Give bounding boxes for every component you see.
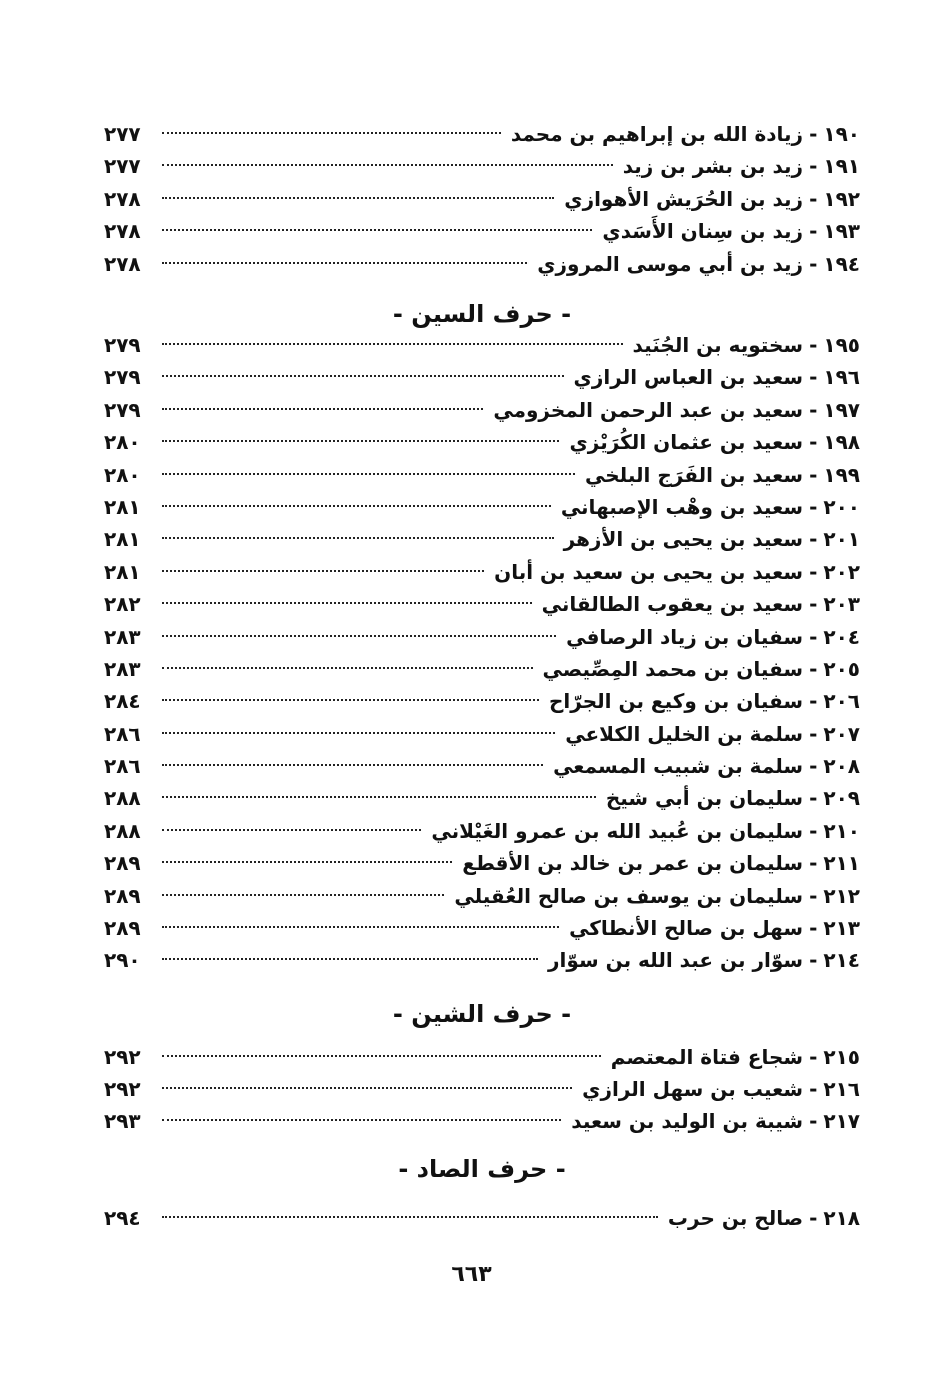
entry-page: ٢٨٣: [104, 624, 141, 649]
entry-number: ٢٠٥: [823, 656, 860, 681]
dot-leader: [162, 229, 592, 231]
dot-leader: [162, 602, 532, 604]
entry-name: سوّار بن عبد الله بن سوّار: [548, 948, 804, 973]
entry-page: ٢٧٨: [104, 251, 141, 276]
entry-number: ١٩٥: [823, 333, 860, 357]
entry-number: ٢٠٠: [823, 494, 860, 519]
entry-page: ٢٩٢: [104, 1077, 141, 1101]
entry-name: شجاع فتاة المعتصم: [610, 1045, 804, 1069]
dot-leader: [162, 667, 533, 669]
entry-page: ٢٨٠: [104, 430, 141, 455]
entry-name: سليمان بن عُبيد الله بن عمرو الغَيْلاني: [431, 818, 804, 843]
entry-number: ١٩٩: [823, 462, 860, 487]
section-heading-sheen: - حرف الشين -: [392, 1000, 572, 1028]
entry-name: زيادة الله بن إبراهيم بن محمد: [510, 122, 804, 146]
toc-entry: ١٩٣ - زيد بن سِنان الأَسَدي ٢٧٨: [104, 215, 860, 247]
entry-number: ٢١٨: [823, 1206, 860, 1230]
entry-name: سعيد بن وهْب الإصبهاني: [560, 494, 804, 519]
toc-entry: ٢١١ - سليمان بن عمر بن خالد بن الأقطع ٢٨٩: [104, 847, 860, 879]
entry-page: ٢٨٠: [104, 462, 141, 487]
toc-entry: ١٩٥ - سختويه بن الجُنَيد ٢٧٩: [104, 329, 860, 361]
entry-number: ١٩٢: [823, 186, 860, 211]
entry-page: ٢٧٩: [104, 365, 141, 390]
entry-page: ٢٨١: [104, 559, 141, 584]
dot-leader: [162, 132, 501, 134]
toc-entry: ٢١٤ - سوّار بن عبد الله بن سوّار ٢٩٠: [104, 944, 860, 976]
dot-leader: [162, 164, 613, 166]
toc-entry: ١٩٤ - زيد بن أبي موسى المروزي ٢٧٨: [104, 248, 860, 280]
toc-entry: ٢١٨ - صالح بن حرب ٢٩٤: [104, 1202, 860, 1234]
toc-block-zay: [104, 118, 860, 280]
dot-leader: [162, 262, 527, 264]
toc-entry: ٢١٦ - شعيب بن سهل الرازي ٢٩٢: [104, 1073, 860, 1105]
toc-entry: ١٩٧ - سعيد بن عبد الرحمن المخزومي ٢٧٩: [104, 394, 860, 426]
entry-name: سفيان بن زياد الرصافي: [566, 624, 804, 649]
entry-page: ٢٩٣: [104, 1109, 141, 1133]
entry-name: سلمة بن شبيب المسمعي: [553, 754, 804, 779]
entry-page: ٢٧٧: [104, 122, 141, 146]
entry-number: ٢٠١: [823, 527, 860, 552]
dot-leader: [162, 505, 551, 507]
entry-number: ١٩١: [823, 154, 860, 179]
entry-number: ٢٠٢: [823, 559, 860, 584]
dot-leader: [162, 926, 559, 928]
toc-entry: ١٩٠ - زيادة الله بن إبراهيم بن محمد ٢٧٧: [104, 118, 860, 150]
entry-name: سهل بن صالح الأنطاكي: [569, 916, 804, 941]
entry-name: صالح بن حرب: [667, 1206, 804, 1230]
dot-leader: [162, 894, 444, 896]
entry-name: سليمان بن يوسف بن صالح العُقيلي: [454, 883, 804, 908]
entry-number: ١٩٦: [823, 365, 860, 390]
dot-leader: [162, 473, 575, 475]
entry-number: ٢١٥: [823, 1045, 860, 1069]
dot-leader: [162, 408, 483, 410]
entry-name: زيد بن بشر بن زيد: [622, 154, 804, 179]
toc-entry: ٢١٢ - سليمان بن يوسف بن صالح العُقيلي ٢٨٩: [104, 880, 860, 912]
entry-name: شعيب بن سهل الرازي: [582, 1077, 804, 1101]
dot-leader: [162, 635, 556, 637]
entry-number: ٢٠٩: [823, 786, 860, 811]
entry-page: ٢٨٨: [104, 786, 141, 811]
dot-leader: [162, 1119, 561, 1121]
entry-number: ١٩٧: [823, 397, 860, 422]
toc-entry: ٢١٠ - سليمان بن عُبيد الله بن عمرو الغَيْلاني ٢٨٨: [104, 815, 860, 847]
dot-leader: [162, 699, 539, 701]
entry-page: ٢٩٢: [104, 1045, 141, 1069]
entry-page: ٢٨٦: [104, 721, 141, 746]
toc-entry: ٢٠٤ - سفيان بن زياد الرصافي ٢٨٣: [104, 621, 860, 653]
entry-page: ٢٨٤: [104, 689, 141, 714]
dot-leader: [162, 537, 554, 539]
toc-entry: ٢١٥ - شجاع فتاة المعتصم ٢٩٢: [104, 1041, 860, 1073]
dot-leader: [162, 1055, 601, 1057]
toc-block-seen: [104, 329, 860, 977]
dot-leader: [162, 570, 484, 572]
entry-number: ١٩٠: [823, 122, 860, 146]
entry-number: ١٩٨: [823, 430, 860, 455]
dot-leader: [162, 796, 596, 798]
entry-name: زيد بن أبي موسى المروزي: [537, 251, 804, 276]
entry-page: ٢٨٩: [104, 916, 141, 941]
entry-page: ٢٨٩: [104, 883, 141, 908]
entry-name: سليمان بن عمر بن خالد بن الأقطع: [462, 851, 804, 876]
toc-entry: ٢٠١ - سعيد بن يحيى بن الأزهر ٢٨١: [104, 523, 860, 555]
entry-number: ٢٠٣: [823, 592, 860, 617]
entry-number: ١٩٣: [823, 219, 860, 244]
entry-page: ٢٩٤: [104, 1206, 141, 1230]
toc-entry: ٢٠٦ - سفيان بن وكيع بن الجرّاح ٢٨٤: [104, 685, 860, 717]
dot-leader: [162, 1216, 658, 1218]
entry-name: سلمة بن الخليل الكلاعي: [565, 721, 804, 746]
entry-name: سعيد بن يعقوب الطالقاني: [541, 592, 804, 617]
entry-number: ٢٠٤: [823, 624, 860, 649]
dot-leader: [162, 343, 623, 345]
toc-entry: ١٩٩ - سعيد بن الفَرَج البلخي ٢٨٠: [104, 459, 860, 491]
entry-number: ٢١٠: [823, 818, 860, 843]
entry-number: ٢١٢: [823, 883, 860, 908]
dot-leader: [162, 764, 543, 766]
entry-number: ٢٠٨: [823, 754, 860, 779]
dot-leader: [162, 375, 564, 377]
toc-entry: ٢٠٢ - سعيد بن يحيى بن سعيد بن أبان ٢٨١: [104, 556, 860, 588]
toc-entry: ١٩٨ - سعيد بن عثمان الكُرَيْزي ٢٨٠: [104, 426, 860, 458]
entry-page: ٢٩٠: [104, 948, 141, 973]
entry-number: ١٩٤: [823, 251, 860, 276]
toc-entry: ٢٠٣ - سعيد بن يعقوب الطالقاني ٢٨٢: [104, 588, 860, 620]
entry-number: ٢١٤: [823, 948, 860, 973]
entry-number: ٢١٣: [823, 916, 860, 941]
toc-block-sheen: [104, 1041, 860, 1137]
dot-leader: [162, 440, 559, 442]
entry-name: زيد بن الحُرَيش الأهوازي: [564, 186, 804, 211]
toc-entry: ١٩٦ - سعيد بن العباس الرازي ٢٧٩: [104, 361, 860, 393]
page-number: ٦٦٣: [451, 1262, 492, 1287]
entry-page: ٢٧٩: [104, 397, 141, 422]
entry-name: سعيد بن عثمان الكُرَيْزي: [569, 430, 804, 455]
dot-leader: [162, 197, 554, 199]
toc-entry: ٢١٣ - سهل بن صالح الأنطاكي ٢٨٩: [104, 912, 860, 944]
dot-leader: [162, 732, 555, 734]
entry-name: شيبة بن الوليد بن سعيد: [571, 1109, 804, 1133]
dot-leader: [162, 958, 538, 960]
entry-name: سفيان بن محمد المِصِّيصي: [542, 656, 804, 681]
entry-name: سعيد بن يحيى بن سعيد بن أبان: [494, 559, 804, 584]
entry-page: ٢٨٩: [104, 851, 141, 876]
toc-entry: ٢٠٩ - سليمان بن أبي شيخ ٢٨٨: [104, 782, 860, 814]
toc-entry: ١٩٢ - زيد بن الحُرَيش الأهوازي ٢٧٨: [104, 183, 860, 215]
entry-page: ٢٧٩: [104, 333, 141, 357]
entry-page: ٢٨١: [104, 527, 141, 552]
entry-name: سعيد بن يحيى بن الأزهر: [563, 527, 804, 552]
dot-leader: [162, 861, 452, 863]
entry-page: ٢٨٨: [104, 818, 141, 843]
toc-entry: ٢٠٧ - سلمة بن الخليل الكلاعي ٢٨٦: [104, 718, 860, 750]
entry-page: ٢٨٦: [104, 754, 141, 779]
entry-number: ٢٠٦: [823, 689, 860, 714]
toc-entry: ١٩١ - زيد بن بشر بن زيد ٢٧٧: [104, 150, 860, 182]
entry-page: ٢٨١: [104, 494, 141, 519]
entry-page: ٢٧٨: [104, 219, 141, 244]
entry-page: ٢٧٧: [104, 154, 141, 179]
entry-number: ٢٠٧: [823, 721, 860, 746]
entry-number: ٢١٦: [823, 1077, 860, 1101]
entry-number: ٢١٧: [823, 1109, 860, 1133]
toc-block-sad: [104, 1202, 860, 1234]
dot-leader: [162, 1087, 572, 1089]
section-heading-sad: - حرف الصاد -: [398, 1155, 566, 1183]
dot-leader: [162, 829, 421, 831]
toc-entry: ٢٠٥ - سفيان بن محمد المِصِّيصي ٢٨٣: [104, 653, 860, 685]
entry-name: سعيد بن العباس الرازي: [573, 365, 804, 390]
entry-name: سليمان بن أبي شيخ: [605, 786, 804, 811]
entry-number: ٢١١: [823, 851, 860, 876]
entry-name: سفيان بن وكيع بن الجرّاح: [549, 689, 804, 714]
entry-name: سعيد بن الفَرَج البلخي: [585, 462, 804, 487]
entry-page: ٢٨٢: [104, 592, 141, 617]
toc-entry: ٢٠٨ - سلمة بن شبيب المسمعي ٢٨٦: [104, 750, 860, 782]
entry-page: ٢٨٣: [104, 656, 141, 681]
entry-name: سعيد بن عبد الرحمن المخزومي: [493, 397, 804, 422]
entry-page: ٢٧٨: [104, 186, 141, 211]
entry-name: زيد بن سِنان الأَسَدي: [602, 219, 804, 244]
entry-name: سختويه بن الجُنَيد: [632, 333, 804, 357]
section-heading-seen: - حرف السين -: [392, 300, 572, 328]
toc-entry: ٢٠٠ - سعيد بن وهْب الإصبهاني ٢٨١: [104, 491, 860, 523]
toc-entry: ٢١٧ - شيبة بن الوليد بن سعيد ٢٩٣: [104, 1105, 860, 1137]
